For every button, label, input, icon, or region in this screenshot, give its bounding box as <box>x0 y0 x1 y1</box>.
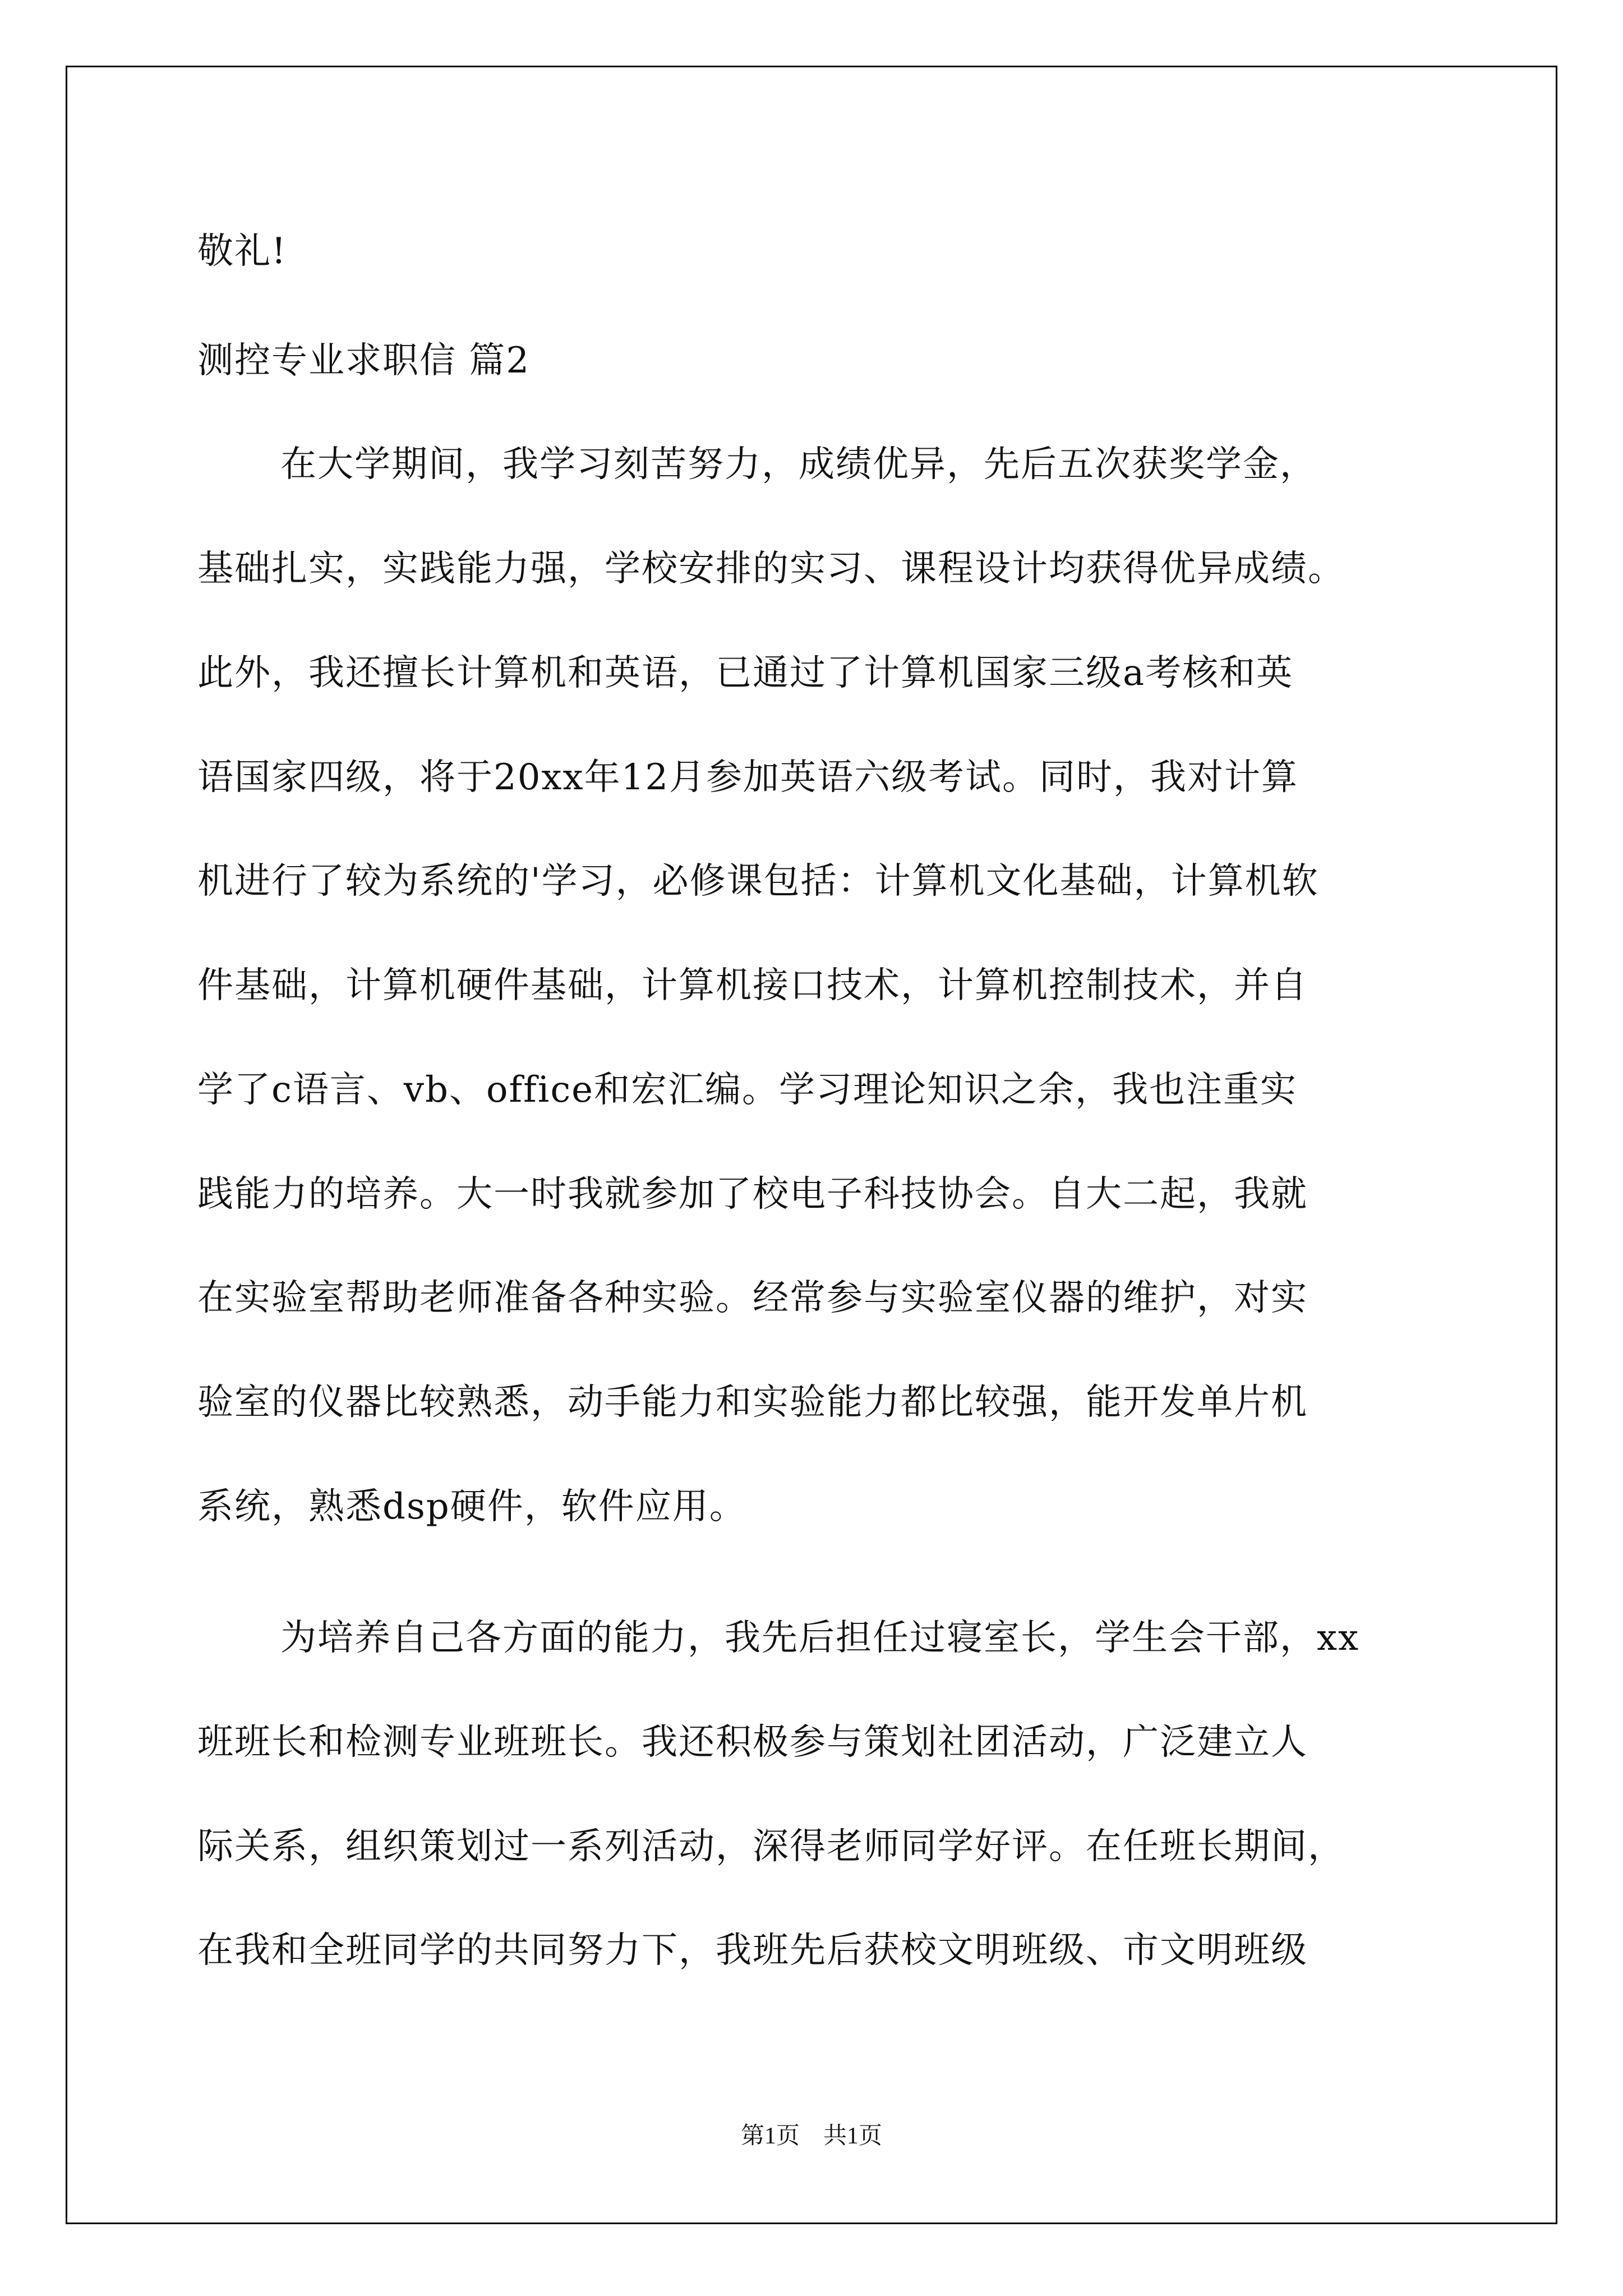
paragraph-2-line: 际关系，组织策划过一系列活动，深得老师同学好评。在任班长期间， <box>197 1826 1345 1867</box>
paragraph-2-line: 班班长和检测专业班班长。我还积极参与策划社团活动，广泛建立人 <box>197 1722 1308 1763</box>
page-number-footer: 第1页 共1页 <box>740 2123 882 2149</box>
page-border <box>66 66 1557 2224</box>
paragraph-1-line: 语国家四级，将于20xx年12月参加英语六级考试。同时，我对计算 <box>197 757 1299 798</box>
paragraph-1-line: 在实验室帮助老师准备各种实验。经常参与实验室仪器的维护，对实 <box>197 1277 1308 1319</box>
closing-salutation: 敬礼! <box>197 231 287 272</box>
section-heading: 测控专业求职信 篇2 <box>197 340 531 381</box>
paragraph-1-line: 学了c语言、vb、office和宏汇编。学习理论知识之余，我也注重实 <box>197 1069 1298 1111</box>
paragraph-2-line: 在我和全班同学的共同努力下，我班先后获校文明班级、市文明班级 <box>197 1930 1308 1971</box>
paragraph-2-line: 为培养自己各方面的能力，我先后担任过寝室长，学生会干部，xx <box>280 1617 1360 1659</box>
paragraph-1-line: 系统，熟悉dsp硬件，软件应用。 <box>197 1486 746 1527</box>
paragraph-1-line: 在大学期间，我学习刻苦努力，成绩优异，先后五次获奖学金， <box>280 444 1317 485</box>
paragraph-1-line: 此外，我还擅长计算机和英语，已通过了计算机国家三级a考核和英 <box>197 652 1294 694</box>
paragraph-1-line: 件基础，计算机硬件基础，计算机接口技术，计算机控制技术，并自 <box>197 965 1308 1006</box>
paragraph-1-line: 基础扎实，实践能力强，学校安排的实习、课程设计均获得优异成绩。 <box>197 548 1345 590</box>
paragraph-1-line: 机进行了较为系统的'学习，必修课包括：计算机文化基础，计算机软 <box>197 861 1319 902</box>
paragraph-1-line: 验室的仪器比较熟悉，动手能力和实验能力都比较强，能开发单片机 <box>197 1382 1308 1423</box>
paragraph-1-line: 践能力的培养。大一时我就参加了校电子科技协会。自大二起，我就 <box>197 1174 1308 1215</box>
